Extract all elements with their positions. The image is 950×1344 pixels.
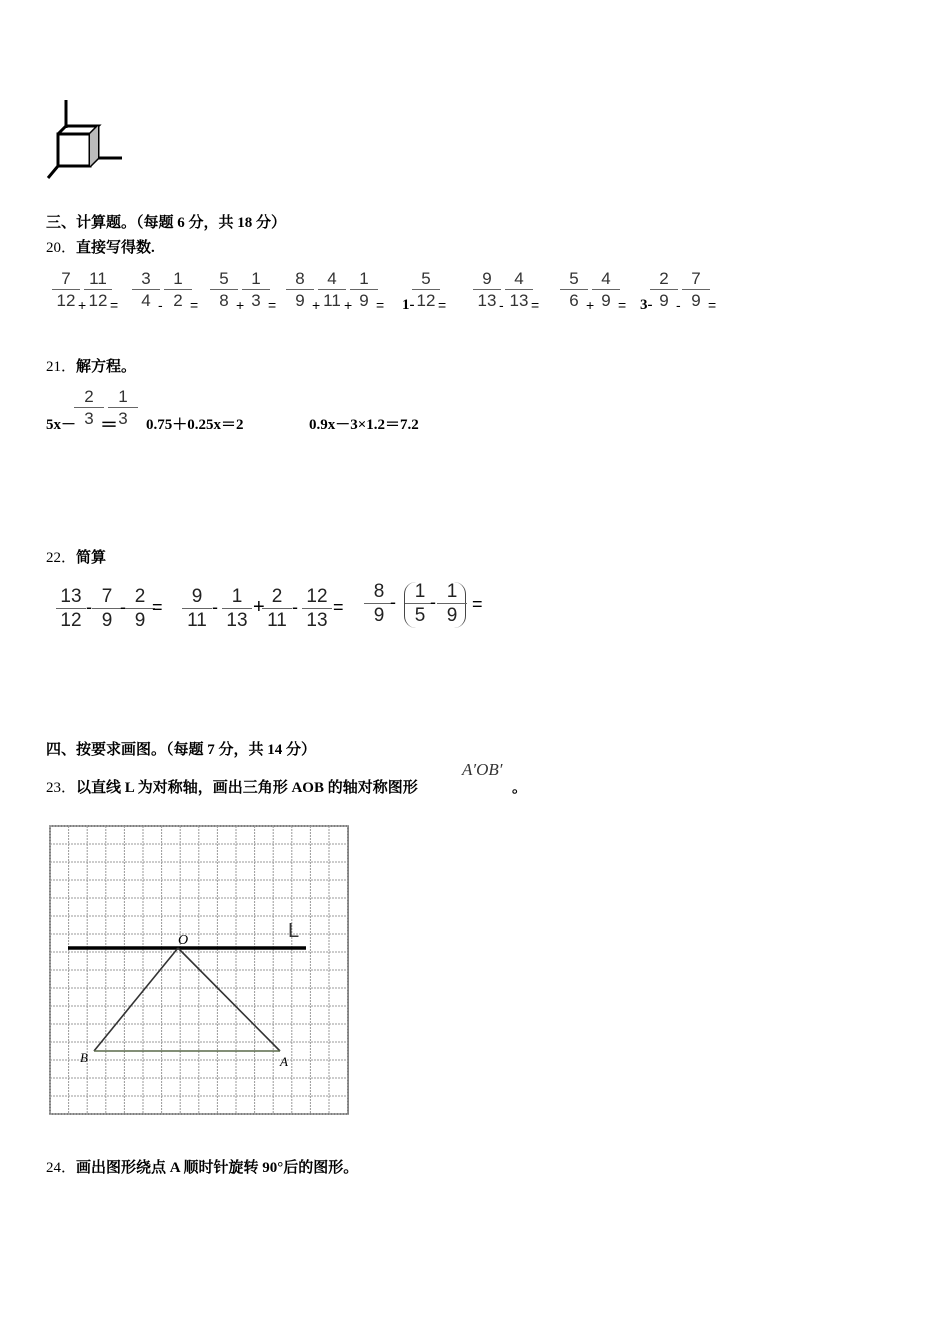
denominator: 11 [267,610,287,631]
label-B: B [80,1050,88,1065]
q20-equals: = [531,297,540,313]
q20-fraction [650,270,678,309]
q22-expr2-equals: = [333,597,344,617]
q22-expr3-op-2: - [430,592,436,612]
numerator: 4 [601,269,611,288]
numerator: 11 [89,269,107,288]
q24-text: 画出图形绕点 A 顺时针旋转 90°后的图形。 [76,1160,359,1176]
denominator: 13 [306,610,328,631]
numerator: 1 [446,581,458,602]
q22-expr3-fraction-3 [437,582,467,625]
q24-number: 24． [46,1160,77,1176]
denominator: 13 [509,291,529,310]
numerator: 9 [482,269,492,288]
q22-expr2-op-1: - [212,597,218,617]
q21-text: 解方程。 [76,359,137,375]
q22-prompt [46,546,106,567]
numerator: 4 [514,269,524,288]
q20-equals: = [376,297,385,313]
numerator: 5 [569,269,579,288]
denominator: 13 [226,610,248,631]
denominator: 12 [56,291,76,310]
denominator: 9 [101,610,113,631]
numerator: 3 [141,269,151,288]
label-A: A [280,1054,288,1069]
numerator: 2 [134,586,146,607]
q20-operator: + [236,297,245,313]
numerator: 2 [659,269,669,288]
numerator: 1 [118,387,128,406]
denominator: 2 [173,291,183,310]
q22-text: 简算 [76,550,107,566]
q22-expr3-equals: = [472,594,483,614]
q22-expr1-equals: = [152,597,163,617]
denominator: 3 [118,409,128,428]
denominator: 9 [601,291,611,310]
denominator: 6 [569,291,579,310]
q20-number: 20． [46,240,77,256]
numerator: 7 [691,269,701,288]
q20-equals: = [190,297,199,313]
q23-grid-figure [44,822,354,1120]
q21-eq2: 0.75＋0.25x＝2 [146,417,244,433]
numerator: 2 [84,387,94,406]
q20-fraction [682,270,710,309]
q20-equals: = [110,297,119,313]
q20-operator: + [586,297,595,313]
denominator: 4 [141,291,151,310]
denominator: 12 [60,610,82,631]
q22-expr1-fraction-1 [56,587,86,630]
q22-expr1-op-1: - [86,597,92,617]
q20-fraction [473,270,501,309]
q22-number: 22． [46,550,77,566]
q23-text: 以直线 L 为对称轴，画出三角形 AOB 的轴对称图形 [76,780,418,796]
q20-operator: 1- [402,297,415,313]
q20-prompt [46,236,155,257]
q20-fraction [412,270,440,309]
q20-operator: - [158,297,163,313]
q20-operator: + [312,297,321,313]
section-3-title: 三、计算题。（每题 6 分，共 18 分） [46,215,287,231]
numerator: 1 [251,269,261,288]
cube-figure [44,98,128,184]
numerator: 5 [219,269,229,288]
numerator: 2 [271,586,283,607]
q22-expr2-op-3: - [292,597,298,617]
numerator: 12 [306,586,328,607]
q20-fraction [350,270,378,309]
denominator: 9 [373,605,385,626]
q21-number: 21． [46,359,77,375]
numerator: 1 [414,581,426,602]
q23-prompt [46,776,418,797]
q23-period: 。 [512,780,528,796]
label-L: L [288,920,300,942]
denominator: 12 [416,291,436,310]
q20-fraction [560,270,588,309]
q21-prompt [46,355,136,376]
q22-expr2-fraction-1 [182,587,212,630]
q20-operator: - [676,297,681,313]
numerator: 8 [295,269,305,288]
q20-fraction [286,270,314,309]
q21-eq1-fraction-2 [108,388,138,427]
q20-fraction [164,270,192,309]
denominator: 9 [691,291,701,310]
denominator: 9 [446,605,458,626]
q21-eq1-prefix: 5x－ [46,417,77,433]
q22-expr1-fraction-3 [125,587,155,630]
section-4-title: 四、按要求画图。（每题 7 分，共 14 分） [46,742,317,758]
q20-equals: = [268,297,277,313]
q22-expr1-fraction-2 [92,587,122,630]
q24-prompt [46,1156,358,1177]
numerator: 7 [61,269,71,288]
denominator: 11 [323,291,341,310]
q20-fraction [52,270,80,309]
numerator: 8 [373,581,385,602]
numerator: 1 [173,269,183,288]
q20-operator: + [78,297,87,313]
q22-expr2-op-2: + [253,596,265,618]
denominator: 8 [219,291,229,310]
q20-operator: - [499,297,504,313]
denominator: 5 [414,605,426,626]
denominator: 3 [84,409,94,428]
q20-fraction [505,270,533,309]
q20-fraction [318,270,346,309]
q20-equals: = [438,297,447,313]
denominator: 13 [477,291,497,310]
q20-fraction [84,270,112,309]
numerator: 13 [60,586,82,607]
denominator: 3 [251,291,261,310]
q20-fraction [132,270,160,309]
numerator: 7 [101,586,113,607]
q20-operator: 3- [640,297,653,313]
q22-expr1-op-2: - [120,597,126,617]
q23-number: 23． [46,780,77,796]
q22-expr2-fraction-3 [262,587,292,630]
denominator: 9 [659,291,669,310]
numerator: 4 [327,269,337,288]
denominator: 9 [134,610,146,631]
q21-eq1-equals: ＝ [100,415,118,435]
denominator: 11 [187,610,207,631]
q20-text: 直接写得数. [76,240,155,256]
q22-expr3-op-1: - [390,592,396,612]
q20-fraction [210,270,238,309]
q20-fraction [592,270,620,309]
numerator: 1 [359,269,369,288]
q22-expr2-fraction-4 [302,587,332,630]
label-O: O [178,933,189,948]
denominator: 9 [359,291,369,310]
q20-fraction [242,270,270,309]
numerator: 1 [231,586,243,607]
q20-equals: = [618,297,627,313]
numerator: 9 [191,586,203,607]
denominator: 12 [88,291,108,310]
q23-formula: A′OB′ [462,760,503,779]
q20-equals: = [708,297,717,313]
denominator: 9 [295,291,305,310]
q20-operator: + [344,297,353,313]
q21-eq3: 0.9x－3×1.2＝7.2 [309,417,419,433]
numerator: 5 [421,269,431,288]
q22-expr2-fraction-2 [222,587,252,630]
